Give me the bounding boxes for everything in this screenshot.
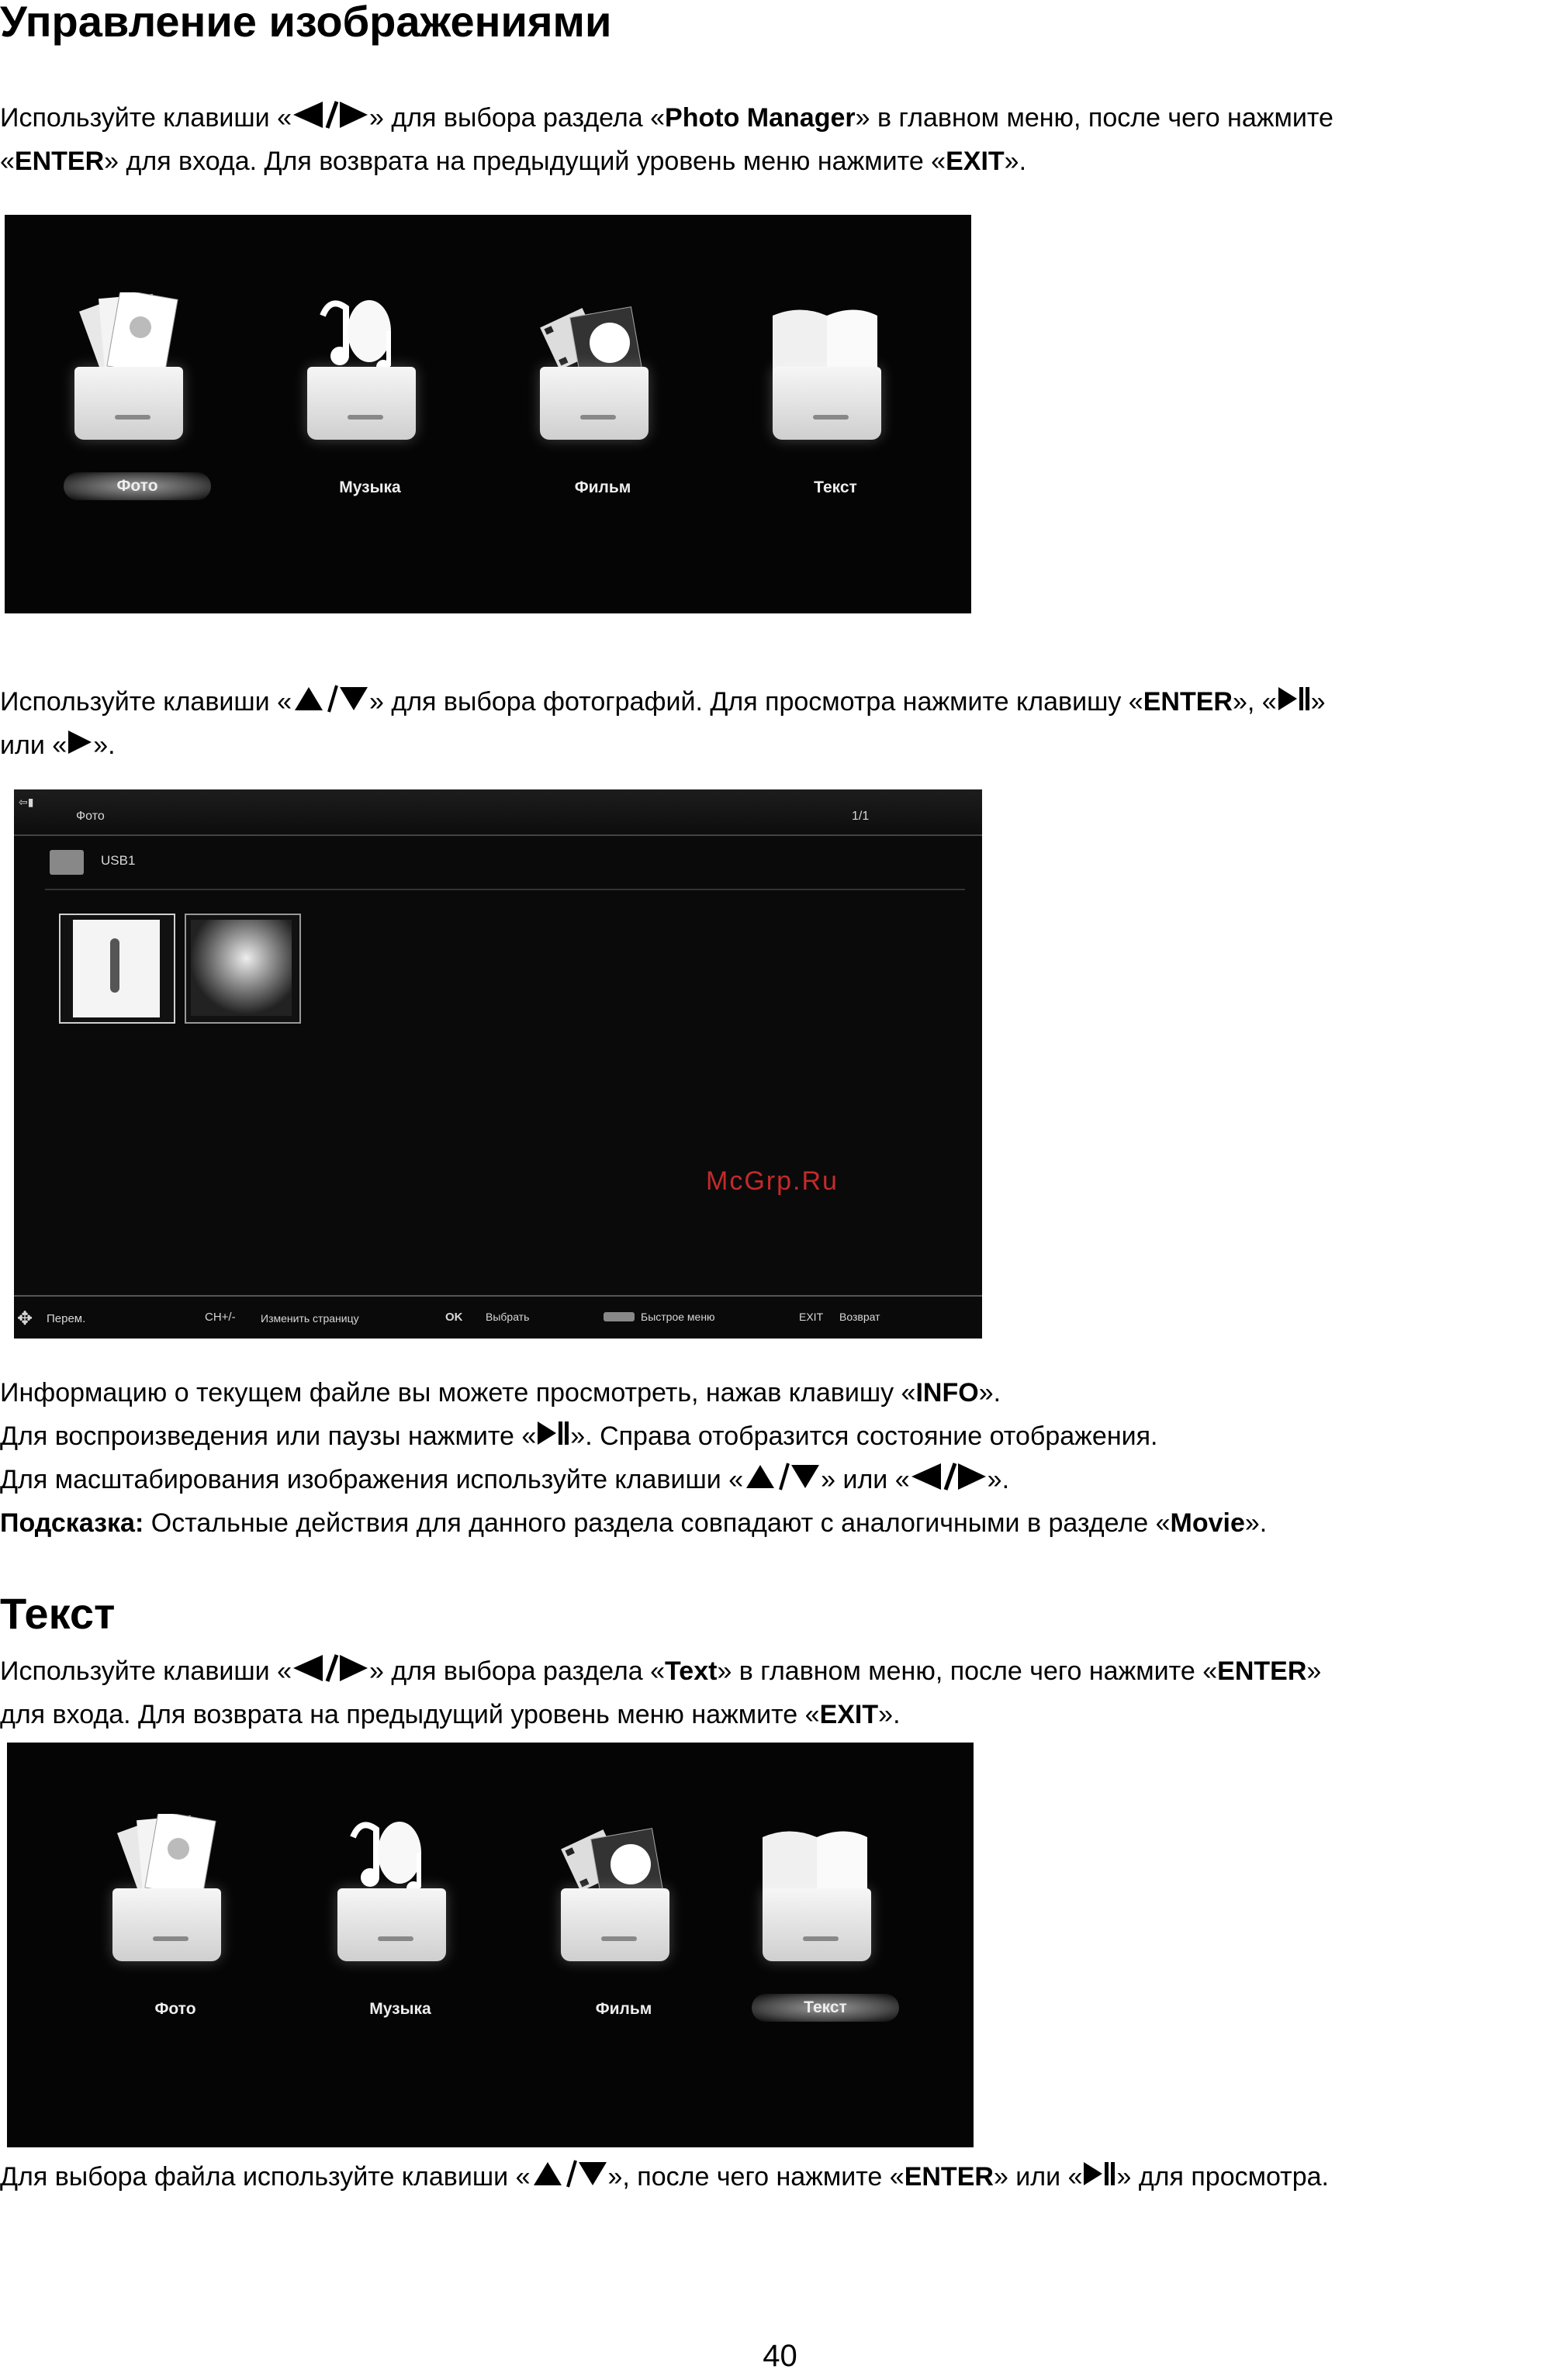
menu-item-label: Текст [814,478,857,496]
play-pause-key-icon [536,1418,570,1448]
text-line: Используйте клавиши « » для выбора фотографий. Для просмотра нажмите клавишу «ENTER», « » [0,680,1326,724]
menu-item-label: Музыка [339,478,401,496]
text-line: Подсказка: Остальные действия для данного раздела совпадают с аналогичными в разделе «Movie». [0,1508,1268,1538]
menu-item-label: Фильм [574,478,631,496]
text-line: или « ». [0,724,1326,767]
paragraph-text-intro [0,1649,1321,1736]
text-line: Используйте клавиши « » для выбора раздела «Text» в главном меню, после чего нажмите «ENTER» [0,1649,1321,1693]
up-down-keys-icon [292,684,369,713]
section-heading-text: Текст [0,1589,116,1638]
menu-box [540,367,649,440]
menu-box [307,367,416,440]
hint-move: Перем. [47,1312,86,1325]
play-pause-key-icon [1082,2159,1116,2188]
menu-item-label: Музыка [369,2000,431,2018]
folder-name[interactable]: USB1 [101,853,136,868]
menu-box [337,1888,446,1961]
menu-key-icon [604,1312,635,1321]
photo-browser-screenshot [14,789,982,1339]
menu-box [74,367,183,440]
hint-quick-menu: Быстрое меню [641,1311,715,1323]
text-line: «ENTER» для входа. Для возврата на предыдущий уровень меню нажмите «EXIT». [0,147,1027,176]
paragraph-photo-controls [0,1371,1267,1545]
text-line: Для масштабирования изображения используйте клавиши « » или « ». [0,1458,1267,1501]
menu-item-label: Фильм [595,2000,652,2018]
browser-footer [14,1301,982,1335]
menu-item-label: Текст [752,1994,899,2022]
page-number: 40 [763,2339,797,2373]
paragraph-text-select [0,2155,1329,2199]
left-right-keys-icon [910,1462,988,1491]
text-line: Информацию о текущем файле вы можете просмотреть, нажав клавишу «INFO». [0,1378,1001,1408]
up-down-keys-icon [743,1462,821,1491]
text-line: Для воспроизведения или паузы нажмите « ». Справа отобразится состояние отображения. [0,1415,1267,1458]
footer-divider [14,1295,982,1297]
page-indicator: 1/1 [852,810,870,823]
hint-ch-key: CH+/- [205,1311,236,1324]
menu-box [561,1888,669,1961]
paragraph-photo-intro [0,96,1333,183]
text-line: Для выбора файла используйте клавиши « », после чего нажмите «ENTER» или « » для просмотра. [0,2155,1329,2199]
play-pause-key-icon [1277,684,1311,713]
hint-exit-label: Возврат [839,1311,880,1323]
play-key-icon [67,727,93,757]
menu-item-label: Фото [154,2000,196,2018]
section-heading-photo: Управление изображениями [0,0,612,46]
hint-ch-label: Изменить страницу [261,1312,359,1325]
menu-box [112,1888,221,1961]
thumbnail-figure [110,938,119,993]
left-right-keys-icon [292,1653,369,1683]
source-icon: ⇦▮ [19,796,34,808]
paragraph-photo-select [0,680,1326,767]
text-line: Используйте клавиши « » для выбора раздела «Photo Manager» в главном меню, после чего нажмите [0,96,1333,140]
main-menu-screenshot-1 [5,215,971,613]
left-right-keys-icon [292,100,369,130]
browser-header [14,789,982,836]
hint-ok-key: OK [445,1311,463,1324]
up-down-keys-icon [531,2159,608,2188]
move-arrows-icon: ✥ [17,1308,33,1329]
hint-exit-key: EXIT [799,1311,824,1323]
menu-box [773,367,881,440]
photo-thumbnail[interactable] [185,914,301,1024]
folder-icon[interactable] [50,850,84,875]
menu-item-label: Фото [64,472,211,500]
main-menu-screenshot-2 [7,1743,974,2147]
thumbnail-image [191,920,292,1016]
text-line: для входа. Для возврата на предыдущий уровень меню нажмите «EXIT». [0,1700,901,1729]
hint-ok-label: Выбрать [486,1311,530,1323]
divider [45,889,965,890]
photo-thumbnail[interactable] [59,914,175,1024]
menu-box [763,1888,871,1961]
browser-title: Фото [76,810,105,823]
watermark: McGrp.Ru [706,1166,839,1196]
